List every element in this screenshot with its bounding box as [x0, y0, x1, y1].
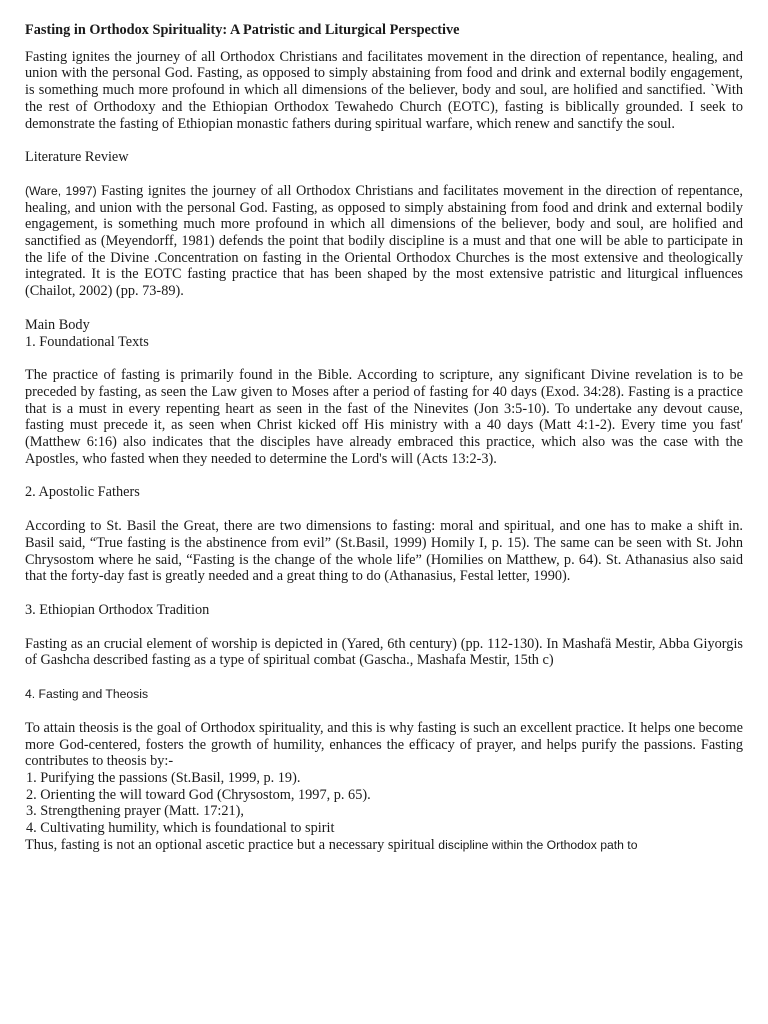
literature-review-heading: Literature Review	[25, 149, 129, 166]
document-page	[25, 22, 743, 853]
sec3-text-1: Fasting as an crucial element of worship is depicted in	[25, 635, 342, 652]
theosis-list	[25, 770, 743, 837]
section-2-paragraph	[25, 518, 743, 585]
sec2-text-3: .	[566, 568, 571, 585]
section-1-heading: 1. Foundational Texts	[25, 333, 149, 350]
closing-sans-text: discipline within the Orthodox path to	[438, 837, 638, 852]
list-item: 4. Cultivating humility, which is foundational to spirit	[26, 820, 335, 837]
citation-basil: (St.Basil, 1999)	[335, 534, 427, 551]
list-item: 3. Strengthening prayer (Matt. 17:21),	[26, 803, 244, 820]
literature-review-paragraph	[25, 183, 743, 300]
closing-line	[25, 837, 743, 854]
list-item: 2. Orienting the will toward God (Chrysostom, 1997, p. 65).	[26, 786, 371, 803]
sec2-text-2: Homily I, p. 15). The same can be seen with St. John Chrysostom where he said, “Fasting is the change of the whole life” (Homilies on Matthew, p. 64). St. Athanasius also said that the forty-day fast is greatly needed and a great thing to do	[25, 534, 743, 585]
section-4-paragraph: To attain theosis is the goal of Orthodox spirituality, and this is why fasting is such an excellent practice. It helps one become more God-centered, fosters the growth of humility, enhances the efficacy of prayer, and helps purify the passions. Fasting contributes to theosis by:-	[25, 719, 743, 770]
lit-text-3: (pp. 73-89).	[112, 283, 184, 300]
lit-text-2: defends the point that bodily discipline is a must and that one will be able to participate in the life of the Divine .Concentration on fasting in the Oriental Orthodox Churches is the most extensive and theologically integrated. It is the EOTC fasting practice that has been shaped by the most extensive patristic and liturgical influences	[25, 233, 743, 283]
citation-athanasius: (Athanasius, Festal letter, 1990)	[384, 568, 567, 585]
page-title: Fasting in Orthodox Spirituality: A Patristic and Liturgical Perspective	[25, 22, 460, 38]
lit-text-1: Fasting ignites the journey of all Orthodox Christians and facilitates movement in the direction of repentance, healing, and union with the personal God. Fasting, as opposed to simply abstaining from food and drink and external bodily engagement, is something much more profound in which all dimensions of the believer, body and soul, are holified and sanctified as	[25, 182, 743, 250]
closing-serif-text: Thus, fasting is not an optional ascetic practice but a necessary spiritual	[25, 836, 439, 853]
section-3-heading: 3. Ethiopian Orthodox Tradition	[25, 601, 210, 618]
citation-ware: (Ware, 1997)	[25, 183, 97, 198]
section-4-heading: 4. Fasting and Theosis	[25, 687, 149, 702]
citation-gascha: (Gascha., Mashafa Mestir, 15th c)	[359, 652, 554, 669]
list-item: 1. Purifying the passions (St.Basil, 1999, p. 19).	[26, 769, 301, 786]
section-2-heading: 2. Apostolic Fathers	[25, 484, 140, 501]
intro-paragraph: Fasting ignites the journey of all Orthodox Christians and facilitates movement in the direction of repentance, healing, and union with the personal God. Fasting, as opposed to simply abstaining from food and drink and external bodily engagement, is something much more profound in which all dimensions of the believer, body and soul, are holified and sanctified. `With the rest of Orthodoxy and the Ethiopian Orthodox Tewahedo Church (EOTC), fasting is biblically grounded. I seek to demonstrate the fasting of Ethiopian monastic fathers during spiritual warfare, which renew and sanctify the soul.	[25, 48, 743, 132]
sec3-text-2: (pp. 112-130). In Mashafä Mestir, Abba Giyorgis of Gashcha described fasting as a type of spiritual combat	[25, 635, 743, 669]
citation-meyendorff: (Meyendorff, 1981)	[100, 233, 215, 250]
main-body-heading: Main Body	[25, 316, 90, 333]
citation-yared: (Yared, 6th century)	[341, 635, 457, 652]
section-3-paragraph	[25, 636, 743, 669]
sec2-text-1: According to St. Basil the Great, there are two dimensions to fasting: moral and spiritual, and one has to make a shift in. Basil said, “True fasting is the abstinence from evil”	[25, 518, 743, 551]
section-1-paragraph: The practice of fasting is primarily found in the Bible. According to scripture, any significant Divine revelation is to be preceded by fasting, as seen the Law given to Moses after a period of fasting for 40 days (Exod. 34:28). Fasting is a practice that is a must in every repenting heart as seen in the fast of the Ninevites (Jon 3:5-10). To undertake any devout cause, fasting must precede it, as seen when Christ kicked off His ministry with a 40 days (Matt 4:1-2). Every time you fast' (Matthew 6:16) also indicates that the disciples have already embraced this practice, which also was the case with the Apostles, who fasted when they needed to determine the Lord's will (Acts 13:2-3).	[25, 367, 743, 467]
citation-chailot: (Chailot, 2002)	[25, 283, 113, 300]
